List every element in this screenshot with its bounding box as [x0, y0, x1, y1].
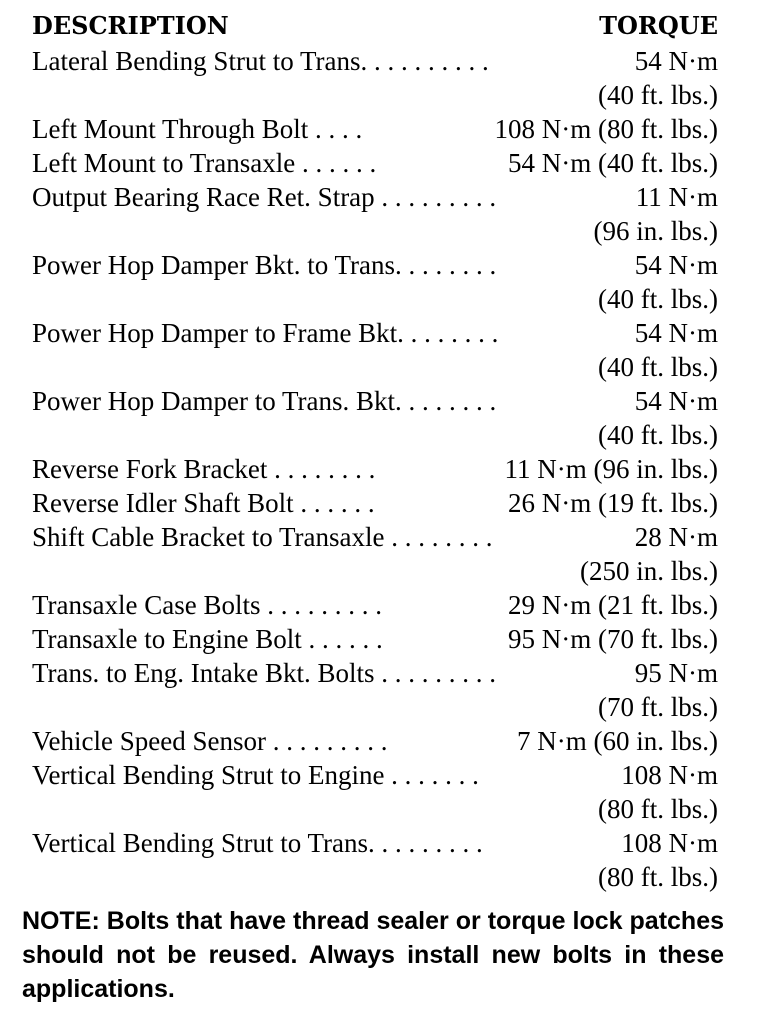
- spec-continuation-line: [32, 282, 718, 316]
- torque-value: 54 N·m (40 ft. lbs.): [508, 148, 718, 178]
- spec-description: Power Hop Damper to Trans. Bkt. . . . . . . .: [32, 386, 497, 416]
- spec-continuation-line: [32, 690, 718, 724]
- torque-value: 95 N·m (70 ft. lbs.): [508, 624, 718, 654]
- spec-description: Trans. to Eng. Intake Bkt. Bolts . . . . . . . . .: [32, 658, 497, 688]
- torque-value: 54 N·m: [634, 318, 718, 348]
- spec-continuation-line: [32, 792, 718, 826]
- torque-value: 11 N·m: [635, 182, 718, 212]
- spec-description: Vertical Bending Strut to Engine . . . . . . .: [32, 760, 479, 790]
- torque-value: 26 N·m (19 ft. lbs.): [508, 488, 718, 518]
- spec-row: [32, 180, 718, 214]
- torque-value: 54 N·m: [634, 46, 718, 76]
- torque-value: 108 N·m: [621, 760, 718, 790]
- torque-value: 108 N·m: [621, 828, 718, 858]
- spec-continuation-line: [32, 78, 718, 112]
- spec-row: [32, 384, 718, 418]
- spec-description: Reverse Idler Shaft Bolt . . . . . .: [32, 488, 375, 518]
- spec-row: [32, 724, 718, 758]
- spec-description: Vertical Bending Strut to Trans. . . . . . . . .: [32, 828, 483, 858]
- spec-description: Power Hop Damper to Frame Bkt. . . . . . . .: [32, 318, 499, 348]
- spec-description: Lateral Bending Strut to Trans. . . . . . . . . .: [32, 46, 489, 76]
- torque-value-continued: (70 ft. lbs.): [598, 692, 718, 722]
- torque-value-continued: (40 ft. lbs.): [598, 80, 718, 110]
- torque-value: 95 N·m: [634, 658, 718, 688]
- torque-value: 28 N·m: [634, 522, 718, 552]
- spec-row: [32, 44, 718, 78]
- torque-spec-list: [32, 44, 718, 894]
- spec-row: [32, 486, 718, 520]
- torque-value-continued: (40 ft. lbs.): [598, 352, 718, 382]
- spec-description: Transaxle Case Bolts . . . . . . . . .: [32, 590, 382, 620]
- spec-continuation-line: [32, 418, 718, 452]
- spec-description: Power Hop Damper Bkt. to Trans. . . . . . . .: [32, 250, 497, 280]
- torque-value-continued: (80 ft. lbs.): [598, 862, 718, 892]
- spec-row: [32, 520, 718, 554]
- spec-row: [32, 112, 718, 146]
- spec-description: Output Bearing Race Ret. Strap . . . . . . . . .: [32, 182, 497, 212]
- torque-value-continued: (40 ft. lbs.): [598, 420, 718, 450]
- spec-row: [32, 316, 718, 350]
- spec-description: Left Mount Through Bolt . . . .: [32, 114, 363, 144]
- torque-value: 7 N·m (60 in. lbs.): [517, 726, 718, 756]
- spec-continuation-line: [32, 554, 718, 588]
- spec-row: [32, 656, 718, 690]
- spec-row: [32, 452, 718, 486]
- description-column-label: DESCRIPTION: [32, 11, 229, 40]
- torque-value: 54 N·m: [634, 250, 718, 280]
- note-paragraph: NOTE: Bolts that have thread sealer or torque lock patches should not be reused. Always install new bolts in these applications.: [22, 907, 724, 1003]
- torque-value-continued: (250 in. lbs.): [580, 556, 718, 586]
- spec-row: [32, 758, 718, 792]
- torque-column-label: TORQUE: [599, 11, 718, 40]
- torque-value: 11 N·m (96 in. lbs.): [504, 454, 718, 484]
- spec-description: Shift Cable Bracket to Transaxle . . . . . . . .: [32, 522, 493, 552]
- torque-value: 108 N·m (80 ft. lbs.): [494, 114, 718, 144]
- torque-value: 54 N·m: [634, 386, 718, 416]
- torque-value-continued: (80 ft. lbs.): [598, 794, 718, 824]
- spec-row: [32, 622, 718, 656]
- table-header: [32, 8, 718, 44]
- torque-value-continued: (96 in. lbs.): [593, 216, 718, 246]
- spec-row: [32, 826, 718, 860]
- spec-description: Vehicle Speed Sensor . . . . . . . . .: [32, 726, 388, 756]
- spec-row: [32, 248, 718, 282]
- spec-description: Transaxle to Engine Bolt . . . . . .: [32, 624, 383, 654]
- spec-continuation-line: [32, 860, 718, 894]
- spec-description: Reverse Fork Bracket . . . . . . . .: [32, 454, 376, 484]
- spec-continuation-line: [32, 350, 718, 384]
- spec-row: [32, 146, 718, 180]
- torque-value: 29 N·m (21 ft. lbs.): [508, 590, 718, 620]
- spec-row: [32, 588, 718, 622]
- spec-continuation-line: [32, 214, 718, 248]
- torque-value-continued: (40 ft. lbs.): [598, 284, 718, 314]
- spec-description: Left Mount to Transaxle . . . . . .: [32, 148, 377, 178]
